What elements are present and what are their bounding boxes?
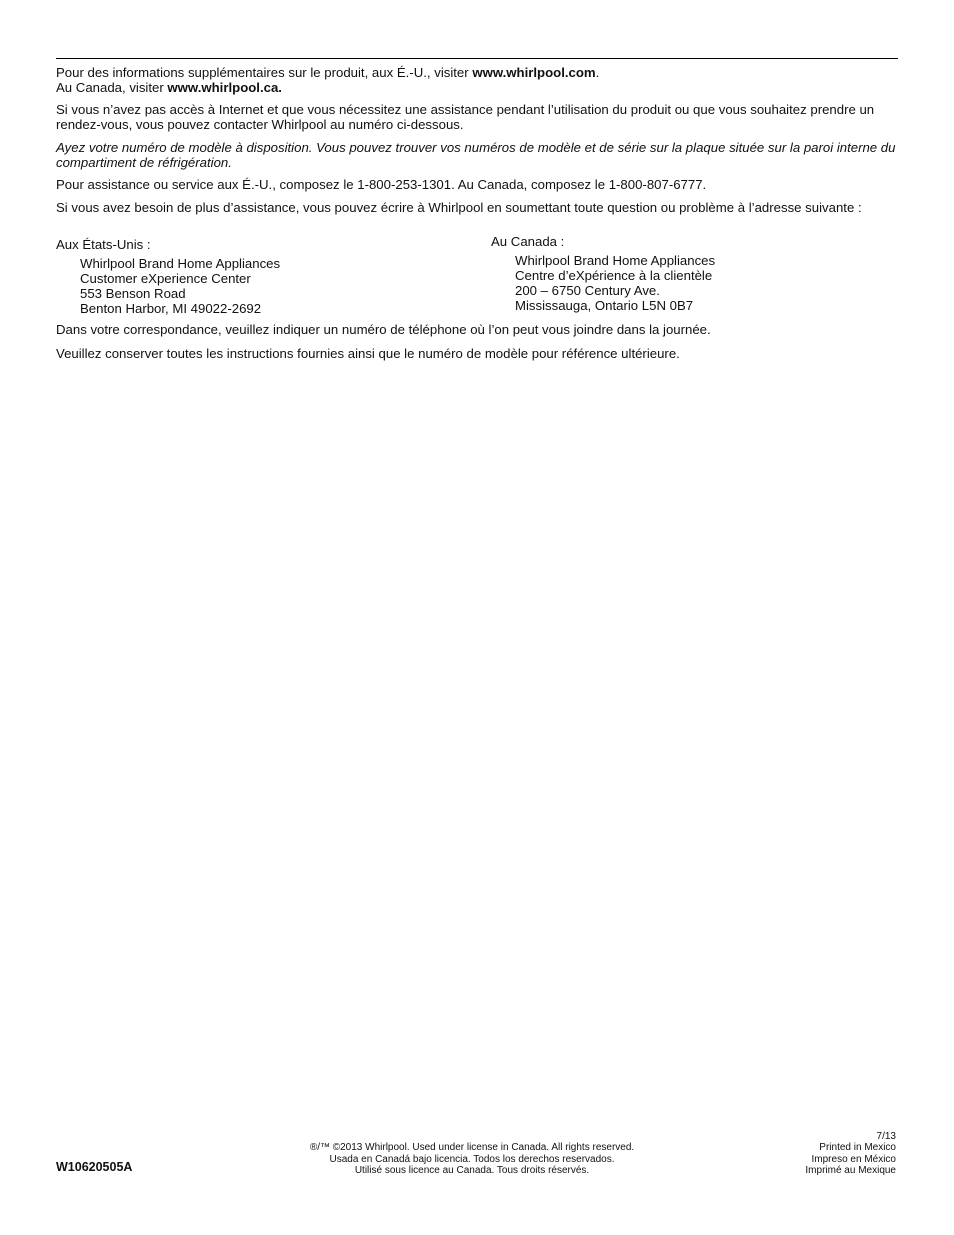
ca-website-link[interactable]: www.whirlpool.ca. <box>167 80 282 95</box>
address-canada-lines <box>491 253 715 313</box>
print-info <box>805 1131 896 1176</box>
address-us-lines <box>56 256 280 316</box>
ca-website-text: Au Canada, visiter <box>56 80 168 95</box>
us-website-suffix: . <box>595 65 600 80</box>
address-us <box>56 237 280 316</box>
top-rule <box>56 58 898 59</box>
website-info <box>56 65 898 95</box>
write-paragraph: Si vous avez besoin de plus d’assistance, vous pouvez écrire à Whirlpool en soumettant toute question ou problème à l’adresse suivante : <box>56 200 862 215</box>
us-website-text: Pour des informations supplémentaires sur le produit, aux É.-U., visiter <box>56 65 473 80</box>
keep-instructions-paragraph: Veuillez conserver toutes les instructions fournies ainsi que le numéro de modèle pour référence ultérieure. <box>56 346 680 361</box>
print-line: Printed in Mexico <box>819 1142 896 1154</box>
address-us-line: Customer eXperience Center <box>80 271 251 286</box>
print-line: Imprimé au Mexique <box>805 1164 896 1176</box>
address-us-line: Benton Harbor, MI 49022-2692 <box>80 301 262 316</box>
legal-notice <box>272 1142 672 1177</box>
print-date: 7/13 <box>876 1131 896 1142</box>
address-canada-label: Au Canada : <box>491 234 565 249</box>
address-canada-line: Whirlpool Brand Home Appliances <box>515 253 716 268</box>
internet-paragraph: Si vous n’avez pas accès à Internet et que vous nécessitez une assistance pendant l’utilisation du produit ou que vous souhaitez prendre un rendez-vous, vous pouvez contacter Whirlpool au numéro ci-dessous. <box>56 102 875 132</box>
phone-paragraph: Pour assistance ou service aux É.-U., composez le 1-800-253-1301. Au Canada, composez le 1-800-807-6777. <box>56 177 707 192</box>
document-code: W10620505A <box>56 1160 133 1174</box>
address-us-line: Whirlpool Brand Home Appliances <box>80 256 281 271</box>
address-canada-line: 200 – 6750 Century Ave. <box>515 283 660 298</box>
address-canada-line: Centre d’eXpérience à la clientèle <box>515 268 713 283</box>
address-us-label: Aux États-Unis : <box>56 237 151 252</box>
us-website-link[interactable]: www.whirlpool.com <box>472 65 596 80</box>
address-canada-line: Mississauga, Ontario L5N 0B7 <box>515 298 694 313</box>
legal-line: ®/™ ©2013 Whirlpool. Used under license in Canada. All rights reserved. <box>309 1142 635 1153</box>
address-canada <box>491 234 715 313</box>
address-us-line: 553 Benson Road <box>80 286 186 301</box>
print-line: Impreso en México <box>811 1153 896 1165</box>
legal-line: Utilisé sous licence au Canada. Tous droits réservés. <box>354 1165 590 1176</box>
correspondence-paragraph: Dans votre correspondance, veuillez indiquer un numéro de téléphone où l’on peut vous joindre dans la journée. <box>56 322 711 337</box>
model-number-paragraph: Ayez votre numéro de modèle à disposition. Vous pouvez trouver vos numéros de modèle et de série sur la plaque située sur la paroi interne du compartiment de réfrigération. <box>56 140 896 170</box>
legal-line: Usada en Canadá bajo licencia. Todos los derechos reservados. <box>329 1153 615 1165</box>
